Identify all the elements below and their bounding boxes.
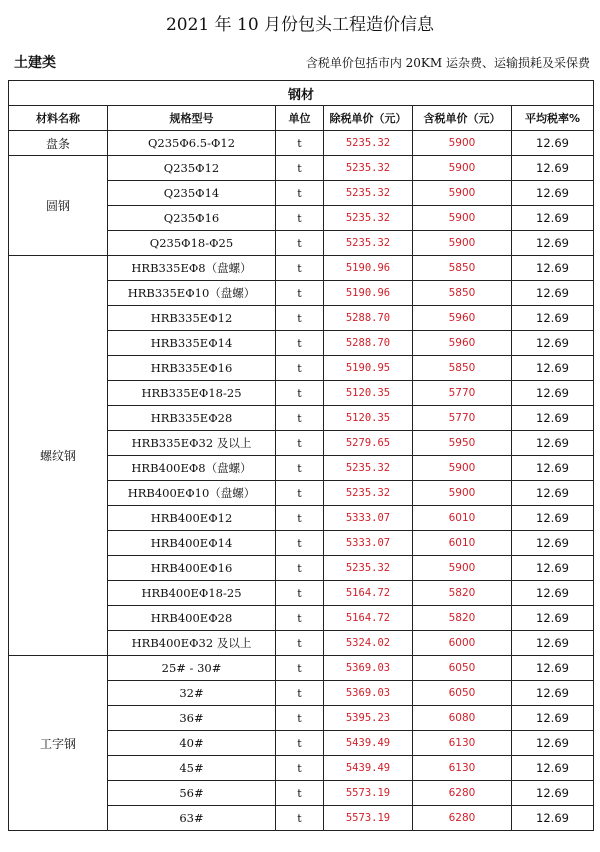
spec-cell: HRB400EΦ16 — [108, 556, 276, 581]
price-incl-tax-cell: 5850 — [413, 256, 512, 281]
price-ex-tax-cell: 5369.03 — [324, 656, 413, 681]
price-incl-tax-cell: 6280 — [413, 806, 512, 831]
material-name-cell: 工字钢 — [9, 656, 108, 831]
price-ex-tax-cell: 5333.07 — [324, 506, 413, 531]
spec-cell: HRB335EΦ8（盘螺） — [108, 256, 276, 281]
header-price-incl-tax: 含税单价（元） — [413, 106, 512, 131]
tax-rate-cell: 12.69 — [512, 206, 594, 231]
tax-rate-cell: 12.69 — [512, 781, 594, 806]
material-name-cell: 盘条 — [9, 131, 108, 156]
table-body — [9, 131, 594, 831]
unit-cell: t — [276, 656, 324, 681]
price-ex-tax-cell: 5573.19 — [324, 781, 413, 806]
page-title: 2021 年 10 月份包头工程造价信息 — [165, 15, 435, 35]
price-incl-tax-cell: 6000 — [413, 631, 512, 656]
unit-cell: t — [276, 381, 324, 406]
price-incl-tax-cell: 5820 — [413, 606, 512, 631]
spec-cell: HRB400EΦ28 — [108, 606, 276, 631]
unit-cell: t — [276, 356, 324, 381]
spec-cell: HRB335EΦ18-25 — [108, 381, 276, 406]
tax-rate-cell: 12.69 — [512, 581, 594, 606]
price-incl-tax-cell: 5850 — [413, 281, 512, 306]
price-incl-tax-cell: 6010 — [413, 506, 512, 531]
price-incl-tax-cell: 6130 — [413, 756, 512, 781]
spec-cell: 56# — [108, 781, 276, 806]
spec-cell: 25# - 30# — [108, 656, 276, 681]
price-ex-tax-cell: 5279.65 — [324, 431, 413, 456]
spec-cell: HRB335EΦ14 — [108, 331, 276, 356]
spec-cell: HRB335EΦ32 及以上 — [108, 431, 276, 456]
table-row — [9, 656, 594, 681]
unit-cell: t — [276, 756, 324, 781]
spec-cell: HRB335EΦ16 — [108, 356, 276, 381]
price-incl-tax-cell: 6080 — [413, 706, 512, 731]
price-ex-tax-cell: 5439.49 — [324, 756, 413, 781]
tax-rate-cell: 12.69 — [512, 706, 594, 731]
tax-rate-cell: 12.69 — [512, 306, 594, 331]
price-incl-tax-cell: 5770 — [413, 381, 512, 406]
unit-cell: t — [276, 631, 324, 656]
tax-rate-cell: 12.69 — [512, 431, 594, 456]
spec-cell: 63# — [108, 806, 276, 831]
spec-cell: HRB400EΦ32 及以上 — [108, 631, 276, 656]
price-ex-tax-cell: 5235.32 — [324, 131, 413, 156]
unit-cell: t — [276, 806, 324, 831]
price-incl-tax-cell: 5900 — [413, 456, 512, 481]
unit-cell: t — [276, 781, 324, 806]
unit-cell: t — [276, 556, 324, 581]
spec-cell: HRB335EΦ10（盘螺） — [108, 281, 276, 306]
table-caption: 钢材 — [9, 81, 594, 106]
spec-cell: Q235Φ6.5-Φ12 — [108, 131, 276, 156]
unit-cell: t — [276, 181, 324, 206]
price-ex-tax-cell: 5120.35 — [324, 381, 413, 406]
price-ex-tax-cell: 5235.32 — [324, 556, 413, 581]
tax-rate-cell: 12.69 — [512, 806, 594, 831]
price-ex-tax-cell: 5333.07 — [324, 531, 413, 556]
spec-cell: Q235Φ12 — [108, 156, 276, 181]
spec-cell: HRB400EΦ10（盘螺） — [108, 481, 276, 506]
spec-cell: HRB335EΦ12 — [108, 306, 276, 331]
tax-rate-cell: 12.69 — [512, 681, 594, 706]
price-ex-tax-cell: 5395.23 — [324, 706, 413, 731]
price-incl-tax-cell: 6050 — [413, 656, 512, 681]
steel-price-table — [8, 80, 594, 831]
header-spec: 规格型号 — [108, 106, 276, 131]
tax-rate-cell: 12.69 — [512, 256, 594, 281]
tax-rate-cell: 12.69 — [512, 456, 594, 481]
unit-cell: t — [276, 306, 324, 331]
spec-cell: Q235Φ16 — [108, 206, 276, 231]
price-ex-tax-cell: 5369.03 — [324, 681, 413, 706]
tax-rate-cell: 12.69 — [512, 281, 594, 306]
unit-cell: t — [276, 456, 324, 481]
price-ex-tax-cell: 5235.32 — [324, 181, 413, 206]
tax-rate-cell: 12.69 — [512, 481, 594, 506]
price-ex-tax-cell: 5288.70 — [324, 331, 413, 356]
spec-cell: 36# — [108, 706, 276, 731]
unit-cell: t — [276, 281, 324, 306]
price-incl-tax-cell: 5900 — [413, 481, 512, 506]
tax-rate-cell: 12.69 — [512, 731, 594, 756]
price-incl-tax-cell: 5900 — [413, 131, 512, 156]
tax-rate-cell: 12.69 — [512, 531, 594, 556]
table-row — [9, 131, 594, 156]
table-caption-row — [9, 81, 594, 106]
price-ex-tax-cell: 5235.32 — [324, 481, 413, 506]
material-name-cell: 圆钢 — [9, 156, 108, 256]
header-avg-tax-rate: 平均税率% — [512, 106, 594, 131]
price-ex-tax-cell: 5324.02 — [324, 631, 413, 656]
category-label: 土建类 — [14, 55, 56, 71]
unit-cell: t — [276, 581, 324, 606]
header-unit: 单位 — [276, 106, 324, 131]
unit-cell: t — [276, 431, 324, 456]
spec-cell: Q235Φ14 — [108, 181, 276, 206]
price-incl-tax-cell: 5820 — [413, 581, 512, 606]
price-incl-tax-cell: 5900 — [413, 181, 512, 206]
table-row — [9, 156, 594, 181]
unit-cell: t — [276, 131, 324, 156]
price-incl-tax-cell: 6010 — [413, 531, 512, 556]
tax-rate-cell: 12.69 — [512, 156, 594, 181]
spec-cell: HRB400EΦ14 — [108, 531, 276, 556]
unit-cell: t — [276, 731, 324, 756]
price-incl-tax-cell: 5950 — [413, 431, 512, 456]
tax-rate-cell: 12.69 — [512, 131, 594, 156]
tax-rate-cell: 12.69 — [512, 231, 594, 256]
spec-cell: HRB400EΦ8（盘螺） — [108, 456, 276, 481]
unit-cell: t — [276, 156, 324, 181]
unit-cell: t — [276, 531, 324, 556]
spec-cell: Q235Φ18-Φ25 — [108, 231, 276, 256]
unit-cell: t — [276, 406, 324, 431]
price-note: 含税单价包括市内 20KM 运杂费、运输损耗及采保费 — [305, 56, 590, 70]
unit-cell: t — [276, 606, 324, 631]
spec-cell: HRB400EΦ12 — [108, 506, 276, 531]
price-ex-tax-cell: 5120.35 — [324, 406, 413, 431]
price-ex-tax-cell: 5288.70 — [324, 306, 413, 331]
price-incl-tax-cell: 5770 — [413, 406, 512, 431]
material-name-cell: 螺纹钢 — [9, 256, 108, 656]
price-ex-tax-cell: 5439.49 — [324, 731, 413, 756]
price-incl-tax-cell: 5900 — [413, 231, 512, 256]
unit-cell: t — [276, 206, 324, 231]
price-incl-tax-cell: 5900 — [413, 556, 512, 581]
unit-cell: t — [276, 481, 324, 506]
tax-rate-cell: 12.69 — [512, 356, 594, 381]
price-incl-tax-cell: 6050 — [413, 681, 512, 706]
price-ex-tax-cell: 5164.72 — [324, 581, 413, 606]
unit-cell: t — [276, 256, 324, 281]
table-row — [9, 256, 594, 281]
price-ex-tax-cell: 5164.72 — [324, 606, 413, 631]
price-ex-tax-cell: 5235.32 — [324, 206, 413, 231]
tax-rate-cell: 12.69 — [512, 606, 594, 631]
tax-rate-cell: 12.69 — [512, 181, 594, 206]
price-incl-tax-cell: 5900 — [413, 156, 512, 181]
tax-rate-cell: 12.69 — [512, 506, 594, 531]
spec-cell: HRB400EΦ18-25 — [108, 581, 276, 606]
spec-cell: 40# — [108, 731, 276, 756]
unit-cell: t — [276, 231, 324, 256]
tax-rate-cell: 12.69 — [512, 756, 594, 781]
price-ex-tax-cell: 5235.32 — [324, 156, 413, 181]
tax-rate-cell: 12.69 — [512, 556, 594, 581]
price-ex-tax-cell: 5190.96 — [324, 281, 413, 306]
tax-rate-cell: 12.69 — [512, 406, 594, 431]
price-ex-tax-cell: 5573.19 — [324, 806, 413, 831]
tax-rate-cell: 12.69 — [512, 381, 594, 406]
price-incl-tax-cell: 6130 — [413, 731, 512, 756]
price-incl-tax-cell: 5960 — [413, 306, 512, 331]
tax-rate-cell: 12.69 — [512, 656, 594, 681]
header-price-ex-tax: 除税单价（元） — [324, 106, 413, 131]
spec-cell: HRB335EΦ28 — [108, 406, 276, 431]
tax-rate-cell: 12.69 — [512, 331, 594, 356]
unit-cell: t — [276, 706, 324, 731]
unit-cell: t — [276, 331, 324, 356]
price-ex-tax-cell: 5190.96 — [324, 256, 413, 281]
price-ex-tax-cell: 5235.32 — [324, 231, 413, 256]
spec-cell: 32# — [108, 681, 276, 706]
unit-cell: t — [276, 506, 324, 531]
price-ex-tax-cell: 5235.32 — [324, 456, 413, 481]
price-incl-tax-cell: 5850 — [413, 356, 512, 381]
price-incl-tax-cell: 6280 — [413, 781, 512, 806]
tax-rate-cell: 12.69 — [512, 631, 594, 656]
spec-cell: 45# — [108, 756, 276, 781]
price-ex-tax-cell: 5190.95 — [324, 356, 413, 381]
header-material: 材料名称 — [9, 106, 108, 131]
price-incl-tax-cell: 5960 — [413, 331, 512, 356]
unit-cell: t — [276, 681, 324, 706]
price-incl-tax-cell: 5900 — [413, 206, 512, 231]
table-header-row — [9, 106, 594, 131]
